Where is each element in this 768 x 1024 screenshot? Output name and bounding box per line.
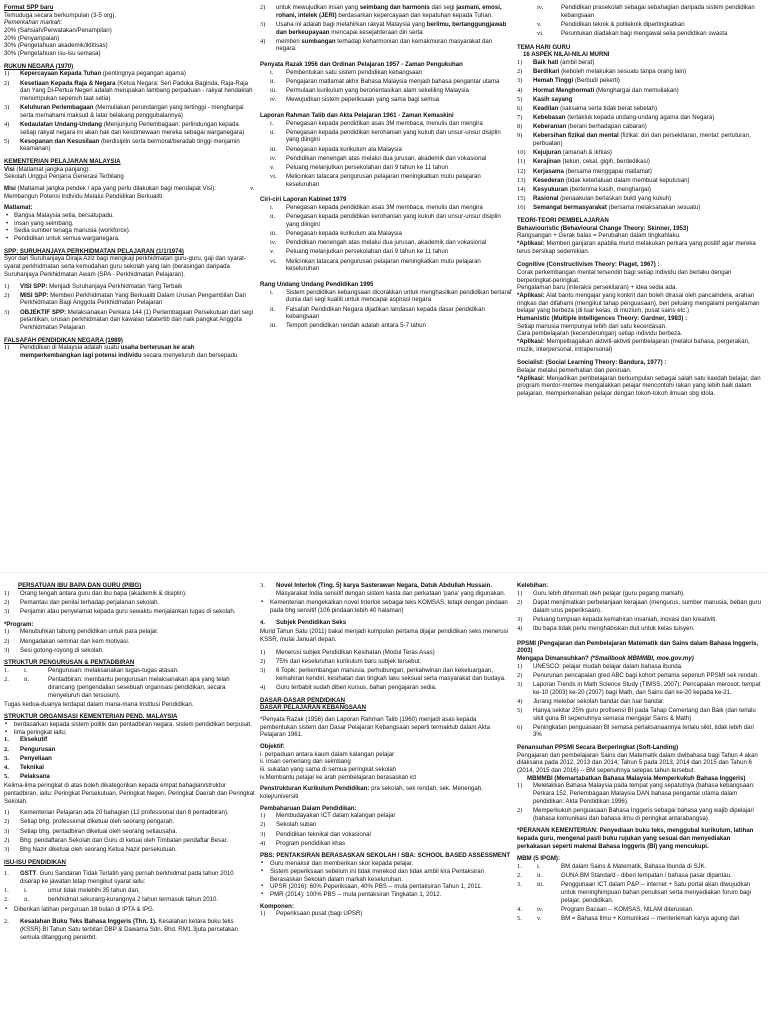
- visi-label: Visi: [4, 165, 15, 173]
- list-item: 8) Keberanian (berani berhadapan cabaran): [517, 123, 647, 131]
- list-item: 3. Penyeliaan: [4, 754, 52, 762]
- ppsmi-title: PPSMI (Pengajaran dan Pembelajaran Matematik dan Sains dalam Bahasa Inggeris, 2003): [517, 639, 759, 655]
- rahman-talib-list: [260, 120, 512, 189]
- aplikasi-label: *Aplikasi:: [517, 338, 545, 346]
- objektif-item: i. perpaduan antara kaum dalam kalangan pelajar: [260, 750, 395, 758]
- komponen-list: [260, 910, 512, 918]
- mbmmbi-list: [517, 782, 764, 822]
- matlamat-label: Matlamat:: [4, 204, 33, 212]
- objektif-item: iii. sukatan yang sama di semua peringkat sekolah: [260, 765, 397, 773]
- list-item: 1) Menubuhkan tabung pendidikan untuk para pelajar.: [4, 628, 159, 636]
- format-spp-item: 20% (Sahsiah/Perwatakan/Penampilan): [4, 27, 112, 35]
- list-item: 1) Guru lebih dihormati oleh pelajar (guru pegang markah).: [517, 589, 685, 597]
- peranan-kementerian: *PERANAN KEMENTERIAN: Penyediaan buku teks, menggubal kurikulum, latihan kepada guru, mengenal pasti buku rujukan yang sesuai dan menyediakan perkakasan seperti makmal Bahasa Inggeris (BI) yang mencukupi.: [517, 827, 754, 850]
- socialist-heading: Socialist: (Social Learning Theory: Bandura, 1977) :: [517, 359, 667, 367]
- list-item: 1) Meletakkan Bahasa Malaysia pada tempat yang sepatutnya (bahasa kebangsaan: Perkara 152, Perlembagaan Malaysia DAN bahasa pengantar utama dalam pendidikan: Akta Pendidikan 1996).: [517, 782, 755, 805]
- list-item: 4. Subjek Pendidikan Seks: [260, 619, 347, 627]
- list-item: 1) Pendidikan di Malaysia adalah suatu usaha berterusan ke arah memperkembangkan lagi potensi individu secara menyeluruh dan bersepadu: [4, 344, 238, 359]
- list-item: 2) MISI SPP: Memberi Perkhidmatan Yang Berkualiti Dalam Urusan Pengambilan Dan Perkhidmatan Bagi Anggota Perkhidmatan Pelajaran: [4, 291, 247, 307]
- objektif-item: ii. insan cemerlang dan seimbang: [260, 758, 351, 766]
- bahagian-list: [4, 809, 255, 853]
- spp-list: [4, 283, 255, 332]
- list-item: 1. i. Pengurusan: melaksanakan tugas-tugas atasan.: [4, 667, 179, 675]
- isu-pendidikan-section: [4, 859, 255, 942]
- list-item: iv. Pendidikan menengah atas melalui dua jurusan, akademik dan vokasional: [270, 154, 487, 162]
- nilai-murni-title: 16 ASPEK NILAI-NILAI MURNI: [523, 51, 610, 59]
- misi-line: Membangun Potensi Individu Melalui Pendidikan Berkualiti: [4, 192, 163, 200]
- list-item: vi. Melicinkan tatacara pengurusan pelajaran meningkatkan mutu pelajaran keseluruhan: [270, 173, 481, 188]
- list-item: 9) Kebersihan fizikal dan mental (fizikal: diri dan persekitaran, mental: pertuturan, perbuatan): [517, 132, 751, 148]
- list-item: 2. Kesalahan Buku Teks Bahasa Inggeris (Thn. 1). Kesalahan ketara buku teks (KSSR) BI Tahun Satu terbitan DBP & Dawama Sdn. Bhd. RM1.3juta percetakan semula ditanggung penerbit.: [4, 918, 238, 941]
- aplikasi-text: Mempelbagaikan aktiviti-aktiviti pembelajaran (melalui bahasa, pergerakan, muzik, interpersonal, intrapersonal): [517, 338, 750, 353]
- format-spp-label: Pemerkahan markah:: [4, 19, 63, 27]
- list-item: 14) Kesyukuran (berterima kasih, menghargai): [517, 185, 651, 193]
- ppsmi-section: [517, 640, 764, 740]
- struktur-organisasi-title: STRUKTUR ORGANISASI KEMENTERIAN PEND. MALAYSIA: [4, 713, 178, 721]
- top-column-3: [517, 4, 764, 564]
- akta-continued: [517, 4, 764, 38]
- list-item: 3) Penjamin atau penyelamat kepada guru sewaktu menjalankan tugas di sekolah.: [4, 608, 236, 616]
- soft-landing-section: [517, 744, 764, 850]
- pendidikan-seks-list: [260, 649, 512, 692]
- struktur-organisasi-paragraph: Kelima-lima peringkat di atas boleh dikategorikan kepada empat bahagian/struktur pentadbiran, iaitu: Peringkat Persekutuan, Peringkat Negeri, Peringkat Daerah dan Peringkat Sekolah.: [4, 782, 255, 805]
- penstrukturan-label: Penstrukturan Kurikulum Pendidikan:: [260, 785, 370, 793]
- list-item: 6) Keadilan (saksama serta tidak berat sebelah): [517, 104, 657, 112]
- struktur-pengurusan-title: STRUKTUR PENGURUSAN & PENTADBIRAN: [4, 659, 135, 667]
- list-item: 2) Memperkukuh penguasaan Bahasa Inggeris sebagai bahasa yang wajib dipelajari (bahasa komunikasi dan bahasa ilmu di peringkat antarabangsa).: [517, 806, 754, 822]
- teori-section: [517, 217, 764, 398]
- list-item: 2) 75% dari keseluruhan kurikulum baru subjek tersebut.: [260, 657, 422, 665]
- list-item: 2) Berdikari (keboleh melakukan sesuatu tanpa orang lain): [517, 68, 687, 76]
- pibg-title: PERSATUAN IBU BAPA DAN GURU (PIBG): [18, 582, 142, 589]
- misi-text: (Matlamat jangka pendek / apa yang perlu dilakukan bagi mendapat Visi):: [15, 185, 216, 193]
- list-item: 2) Sekolah suban: [260, 821, 317, 829]
- list-item: 4) Guru terbabit sudah diberi kursus, bahan pengajaran sedia.: [260, 683, 437, 691]
- list-item: 1. Eksekutif: [4, 736, 48, 744]
- list-item: 7) Kebebasan (tertakluk kepada undang-undang agama dan Negara): [517, 114, 715, 122]
- program-list: [4, 628, 255, 654]
- akta-1995-section: [260, 281, 512, 330]
- list-item: ii. Falsafah Pendidikan Negara dijadikan landasan kepada dasar pendidikan kebangsaan: [270, 305, 485, 321]
- list-item: ▪ Sistem peperiksaan sebelum ini tidak merekod dan tidak ambil kira Pentaksiran Berasaskan Sekolah dalam markah keseluruhan.: [260, 868, 512, 883]
- list-item: 4) memberi sumbangan terhadap keharmonian dan kemakmuran masyarakat dan negara.: [260, 37, 493, 53]
- penyata-razak-section: [260, 61, 512, 104]
- dasar-pelajaran-title: DASAR PELAJARAN KEBANGSAAN: [260, 704, 366, 712]
- list-item: ▪ PMR (2014): 100% PBS -- mula pentaksiran Tingkatan 1, 2012.: [260, 891, 512, 899]
- spp-section: [4, 248, 255, 332]
- kelebihan-list: [517, 590, 764, 633]
- list-item: 1) Kepercayaan Kepada Tuhan (pentingnya pegangan agama): [4, 70, 186, 78]
- visi-line: Sekolah Unggul Penjana Generasi Terbilang: [4, 173, 124, 181]
- list-item: vi. Peruntukan diadakan bagi mengawal selia pendidikan swasta: [537, 30, 728, 38]
- akta-1995-list: [260, 289, 512, 330]
- list-item: 2) Dapat menjimatkan perbelanjaan kerajaan (mengurus, sumber manusia, beban guru dalam urus peperiksaan).: [517, 598, 761, 614]
- list-item: 2) untuk mewujudkan insan yang seimbang dan harmonis dari segi jasmani, emosi, rohani, intelek (JERI) berdasarkan kepercayaan dan kepatuhan kepada Tuhan.: [260, 4, 502, 19]
- aplikasi-text: Memberi ganjaran apabila murid melakukan perkara yang positif agar mereka terus bersikap sedemikian.: [517, 239, 756, 255]
- aplikasi-text: Alat bantu mengajar yang konkrit dan boleh dirasai oleh pancaindera, arahan ringkas dan difahami (mengikut tahap penguasaan), beri peluang mengalami pengalaman belajar yang berbeza (di luar kelas, di muzium, pusat sains etc.): [517, 292, 760, 315]
- ppsmi-list: [517, 663, 764, 740]
- list-item: 1) Membudayakan ICT dalam kalangan pelajar: [260, 812, 396, 820]
- list-item: • Bangsa Malaysia setia, bersatupadu.: [4, 212, 255, 220]
- top-column-1: [4, 4, 255, 564]
- dasar-paragraph: *Penyata Razak (1956) dan Laporan Rahman Talib (1960) menjadi asas kepada pembentukan sistem dan Dasar Pelajaran Kebangsaan seperti termaktub dalam Akta Pelajaran 1961.: [260, 715, 491, 739]
- list-item: 1. GSTT. Guru Sandaran Tidak Terlatih yang pernah berkhidmat pada tahun 2010 diserap ke jawatan tetap mengikut syarat iaitu:: [4, 870, 234, 885]
- cognitive-text: Pengalaman baru (interaksi persekitaran) + idea sedia ada.: [517, 284, 678, 292]
- format-spp-title: Format SPP baru: [4, 4, 54, 11]
- list-item: iv. Mewujudkan sistem peperiksaan yang sama bagi semua: [270, 96, 440, 104]
- gstt-item: [4, 870, 255, 885]
- aplikasi-text: Menjadikan pembelajaran berkumpulan sebagai salah satu kaedah belajar, dan program mentor-mentee mengalakkan pelajar mencontohi rakan yang lebih baik dalam pelajaran, memperkenalkan pelajar dengan tokoh-tokoh ilmuan sbg idola.: [517, 374, 761, 398]
- bottom-column-2: [260, 582, 512, 1022]
- rukun-negara-section: [4, 63, 255, 153]
- list-item: v. Peluang melanjutkan persekolahan dari 9 tahun ke 11 tahun: [270, 163, 449, 171]
- list-item: 1) Menerusi subjek Pendidikan Kesihatan (Modul Teras Asas): [260, 648, 435, 656]
- list-item: 4) Hormat Menghormati (Menghargai dan memuliakan): [517, 86, 679, 94]
- list-item: iii. Tempoh pendidikan rendah adalah antara 5-7 tahun: [270, 322, 426, 330]
- list-item: 3) Bhg Nazir diketuai oleh seorang Ketua Nazir persekutuan.: [4, 845, 177, 853]
- interlok-section: [260, 582, 512, 614]
- penstrukturan-text: pra sekolah, sek rendah, sek. Menengah, kolej/universiti: [260, 785, 483, 800]
- list-item: 10) Kejujuran (amanah & ikhlas): [517, 149, 612, 157]
- list-item: 1) Peperiksaan pusat (bagi UPSR): [260, 910, 363, 918]
- objektif-item: iv.Membantu pelajar ke arah pembelajaran berasaskan ict: [260, 773, 417, 781]
- struktur-note: Tugas kedua-duanya terdapat dalam mana-mana Institusi Pendidikan.: [4, 700, 194, 708]
- list-item: i. Sistem pendidikan kebangsaan dicorakkan untuk menghasilkan pendidikan bertaraf dunia dari segi kualiti untuk mencapai aspirasi negara: [270, 288, 512, 304]
- peringkat-list: [4, 736, 255, 780]
- dasar-pendidikan-title: DASAR-DASAR PENDIDIKAN: [260, 696, 345, 704]
- kelebihan-section: [517, 582, 764, 633]
- list-item: 2) Bhg. pendaftaran Sekolah dan Guru di ketuai oleh Timbalan pendaftar Besar.: [4, 836, 229, 844]
- list-item: 3) OBJEKTIF SPP: Melaksanakan Perkara 144 (1) Perlembagaan Persekutuan dari segi pelantikan, urusan perkhidmatan dan kawalan tatatertib dan naik pangkat Anggota Perkhidmatan Pelajaran: [4, 308, 254, 331]
- list-item: v. Peluang melanjutkan persekolahan dari 9 tahun ke 11 tahun: [270, 248, 449, 256]
- list-item: 2. ii. GUNA BM Standard - diberi tempatan / bahasa pasar dipantau.: [517, 872, 732, 880]
- aplikasi-label: *Aplikasi:: [517, 292, 545, 299]
- list-item: 4) Kedaulatan Undang-Undang (Menjunjung Perlembagaan: perlindungan kepada setiap rakyat negara ini akan hak dan keistimewaan mereka sebagai warganegara): [4, 120, 245, 136]
- struktur-pengurusan-section: [4, 659, 255, 708]
- cognitive-text: Corak perkembangan mental tersendiri bagi setiap individu dan berlaku dengan berperingkat-peringkat.: [517, 268, 732, 284]
- misi-label: Misi: [4, 185, 16, 193]
- socialist-text: Belajar melalui pemerhatian dan peniruan.: [517, 367, 632, 375]
- format-spp-item: 30% (Pengetahuan isu-isu semasa): [4, 50, 101, 58]
- mbm-section: [517, 855, 764, 922]
- dasar-pendidikan-section: [260, 697, 512, 848]
- mbmmbi-title: MBMMBI (Memartabatkan Bahasa Malaysia Memperkukuh Bahasa Inggeris): [527, 774, 746, 782]
- list-item: ▪ UPSR (2016): 60% Peperiksaan, 40% PBS -- mula pentaksiran Tahun 1, 2011.: [260, 883, 512, 891]
- latihan-bullet: [4, 906, 255, 914]
- list-item: ▪ Guru menaksir dan memberikan skor kepada pelajar.: [260, 860, 512, 868]
- aplikasi-label: *Aplikasi:: [517, 374, 545, 382]
- list-item: 3) Laporan Trends in Math Science Study (TIMSS, 2007): Pencapaian merosot, tempat ke-10 (2003) ke-20 (2007) bagi Math, dan Sains dari ke-20 kepada ke-21.: [517, 680, 761, 696]
- interlok-bullet: [260, 599, 512, 614]
- pendidikan-seks-paragraph: Murid Tahun Satu (2011) bakal menjadi kumpulan pertama dijajar pendidikan seks menerusi KSSR, mulai Januari depan.: [260, 628, 509, 644]
- list-item: 1) UNESCO: pelajar mudah belajar dalam bahasa ibunda.: [517, 662, 683, 670]
- list-item: ▪ Kementerian mengekalkan novel Interlok sebagai teks KOMSAS, tetapi dengan pindaan pada bhg sensitif (106 pindaan:lebih 40 halaman): [260, 599, 512, 614]
- behaviouristic-text: Rangsangan + Gerak balas = Perubahan dalam tingkahlaku.: [517, 232, 681, 240]
- list-item: 2) Kesetiaan Kepada Raja & Negara (Ketua Negara: Seri Paduka Baginda, Raja-Raja dan Yang Di-Pertua Negeri adalah merupakan lambang perpaduan - rakyat hendaklah menumpukan sepenuh taat setia): [4, 79, 253, 102]
- list-item: 2) Mengadakan seminar dan kem motivasi.: [4, 637, 130, 645]
- list-item: 3) Usaha ini adalah bagi melahirkan rakyat Malaysia yang berilmu, bertanggungjawab dan berkeupayaan mencapai kesejahteraan diri serta: [260, 20, 507, 36]
- list-item: ii. Pengajaran matlamat akhir Bahasa Malaysia menjadi bahasa pengantar utama: [270, 77, 500, 85]
- pbs-bullets: [260, 860, 512, 898]
- struktur-organisasi-section: [4, 713, 255, 853]
- penyata-razak-list: [260, 69, 512, 104]
- nilai-murni-list: [517, 59, 764, 212]
- format-spp-item: 20% (Penyampaian): [4, 34, 60, 42]
- pembaharuan-list: [260, 812, 512, 847]
- list-item: 3) Peluang tumpuan kepada kemahiran insaniah, inovasi dan kreativiti.: [517, 615, 717, 623]
- falsafah-continued: [260, 4, 512, 53]
- list-item: 1. i. BM dalam Sains & Matematik, Bahasa Ibunda di SJK.: [517, 863, 707, 870]
- list-item: • Sedia sumber tenaga manusia (workforce).: [4, 227, 255, 235]
- objektif-label: Objektif:: [260, 742, 285, 750]
- pendidikan-seks-section: [260, 619, 512, 691]
- list-item: 4) Program pendidikan khas: [260, 839, 346, 847]
- list-item: • Pendidikan untuk semua warganegara.: [4, 235, 255, 243]
- list-item: 16) Semangat bermasyarakat (bersama melaksanakan sesuatu): [517, 204, 701, 212]
- page-divider: [0, 572, 768, 573]
- pbs-section: [260, 852, 512, 917]
- list-item: 12) Kerjasama (bersama menggapai matlamat): [517, 167, 652, 175]
- rukun-negara-list: [4, 70, 255, 153]
- ppsmi-question: Mengapa Dimansuhkan?: [517, 654, 591, 662]
- list-item: 2. ii. berkhidmat sekurang-kurangnya 2 tahun termasuk tahun 2010.: [4, 896, 219, 904]
- list-item: 2) Pemantau dan penilai terhadap perjalanan sekolah.: [4, 598, 160, 606]
- list-item: 3. Novel Interlok (Ting. 5) karya Sasterawan Negara, Datuk Abdullah Hussain. Masyarakat India sensitif dengan sistem kasta dan perkataan 'paria' yang digunakan.: [260, 582, 506, 597]
- struktur-pengurusan-list: [4, 667, 255, 699]
- list-item: 3) 6 Topik: perkembangan manusia, perhubungan, perkahwinan dan kekeluargaan, kemahiran kendiri, kesihatan dan tingkah laku seksual serta masyarakat dan budaya.: [260, 667, 506, 682]
- komponen-label: Komponen:: [260, 902, 294, 910]
- soft-landing-title: Penansuhan PPSMI Secara Berperingkat (Soft-Landing): [517, 744, 679, 752]
- list-item: 1) Kementerian Pelajaran ada 20 bahagian (12 professional dan 8 pentadbiran).: [4, 809, 229, 817]
- list-item: 4. Teknikal: [4, 763, 44, 771]
- cognitive-heading: Cognitive (Constructivism Theory: Piaget, 1967) :: [517, 261, 660, 269]
- mbm-title: MBM (5 IPGM):: [517, 855, 560, 863]
- list-item: 3) Setiap bhg. pentadbiran diketuai oleh seorang setiausaha.: [4, 827, 178, 835]
- kementerian-title: KEMENTERIAN PELAJARAN MALAYSIA: [4, 158, 121, 166]
- list-item: i. Pembentukan satu sistem pendidikan kebangsaan: [270, 68, 423, 76]
- falsafah-section: [4, 337, 255, 360]
- laporan-kabinet-section: [260, 196, 512, 273]
- aplikasi-label: *Aplikasi:: [517, 239, 545, 247]
- format-spp-line: Temuduga secara berkumpulan (3-5 org).: [4, 11, 117, 19]
- list-item: ii. Penegasan kepada pendidikan kerohanian yang kukuh dan unsur-unsur disiplin yang diingini: [270, 128, 501, 144]
- pbs-title: PBS: PENTAKSIRAN BERASASKAN SEKOLAH / SBA: SCHOOL BASED ASSESSMENT: [260, 852, 511, 860]
- falsafah-continued-list: [260, 4, 512, 53]
- list-item: i. Penegasan kepada pendidikan asas 3M membaca, menulis dan mengira: [270, 119, 483, 127]
- program-label: *Program:: [4, 620, 34, 628]
- pendidikan-seks-heading: [260, 619, 512, 627]
- format-spp-item: 30% (Pengetahuan akademik/iktitisas): [4, 42, 108, 50]
- humanistic-text: Setiap manusia mempunyai lebih dari satu kecerdasan.: [517, 322, 667, 330]
- list-item: 1) VISI SPP: Menjadi Suruhanjaya Perkhidmatan Yang Terbaik: [4, 282, 183, 290]
- pembaharuan-label: Pembaharuan Dalam Pendidikan:: [260, 804, 357, 812]
- pibg-list: [4, 590, 255, 616]
- bottom-column-1: [4, 582, 255, 1022]
- list-item: iii. Penegasan kepada kurikulum ala Malaysia: [270, 230, 402, 238]
- kelebihan-label: Kelebihan:: [517, 582, 549, 589]
- struktur-organisasi-bullets: [4, 721, 255, 736]
- stray-roman-numeral: v.: [250, 185, 255, 192]
- list-item: 2) Penurunan pencapaian gred ABC bagi kohort pertama sepenuh PPSMI sek rendah.: [517, 671, 759, 679]
- list-item: ▪ lima peringkat iaitu;: [4, 729, 255, 737]
- kementerian-section: [4, 158, 255, 243]
- rahman-talib-section: [260, 112, 512, 189]
- list-item: 6) Peningkatan penguasaan BI semasa perlaksanaannya terlalu sikit, tidak lebih dari 3%: [517, 723, 754, 739]
- list-item: i. Penegasan kepada pendidikan asas 3M membaca, menulis dan mengira: [270, 204, 483, 212]
- list-item: 3) Hemah Tinggi (Berbudi pekerti): [517, 77, 620, 85]
- list-item: 4) Ibu bapa tidak perlu menghabiskan duit untuk kelas tuisyen.: [517, 624, 695, 632]
- list-item: 4. iv. Program Bacaan -- KOMSAS, NILAM diteruskan.: [517, 905, 694, 913]
- list-item: 3) Keluhuran Perlembagaan (Memuliakan perundangan yang tertinggi - menghargai serta memahami maksud & latar belakang penggubalannya): [4, 104, 244, 119]
- list-item: ▪ berdasarkan kepada sistem politik dan pentadbiran negara. sistem pendidikan berpusat.: [4, 721, 255, 729]
- pibg-section: [4, 582, 255, 654]
- laporan-kabinet-list: [260, 204, 512, 273]
- list-item: 1) Orang tengah antara guru dan ibu bapa (akademik & disiplin).: [4, 589, 187, 597]
- rukun-negara-title: RUKUN NEGARA (1970): [4, 62, 74, 70]
- list-item: iv. Pendidikan menengah atas melalui dua jurusan, akademik dan vokasional: [270, 239, 487, 247]
- laporan-kabinet-title: Ciri-ciri Laporan Kabinet 1979: [260, 196, 347, 204]
- list-item: 1. i. umur tidak melebihi 35 tahun dan,: [4, 887, 140, 895]
- akta-continued-list: [517, 4, 764, 38]
- akta-1995-title: Rang Undang Undang Pendidikan 1995: [260, 280, 374, 288]
- list-item: 3) Pendidikan teknikal dan vokasional: [260, 830, 371, 838]
- list-item: 13) Kesederan (tidak keterlaluan dalam membuat keputusan): [517, 176, 690, 184]
- bottom-column-3: [517, 582, 764, 1022]
- list-item: 5) Hanya sekitar 25% guru profisensi BI pada Tahap Cemerlang dan Baik (dan terlalu sikit guna BI sepenuhnya semasa mengajar Sains & Math): [517, 706, 756, 722]
- list-item: vi. Melicinkan tatacara pengurusan pelajaran meningkatkan mutu pelajaran keseluruhan: [270, 257, 481, 273]
- humanistic-text: Cara pembelajaran (kecenderungan) setiap individu berbeza.: [517, 330, 683, 338]
- visi-text: (Matlamat jangka panjang):: [14, 165, 91, 173]
- list-item: 5) Kesopanan dan Kesusilaan (berdisiplin serta bermoral/beradab tinggi menjamin keamanan): [4, 137, 240, 153]
- list-item: 4) Jurang melebar sekolah bandar dan luar bandar.: [517, 697, 665, 705]
- format-spp-section: [4, 4, 255, 58]
- top-column-2: [260, 4, 512, 564]
- tema-hari-guru-section: [517, 44, 764, 212]
- list-item: iv. Pendidikan prasekolah sebagai sebahagian daripada sistem pendidikan kebangsaan: [537, 4, 755, 19]
- mbm-list: [517, 863, 764, 923]
- list-item: iii. Permulaan kurikulum yang berorientasikan alam sekeliling Malaysia: [270, 87, 469, 95]
- ppsmi-source: (*Smallbook MBMMBI, moe.gov.my): [590, 654, 694, 662]
- list-item: 5. Pelaksana: [4, 773, 50, 781]
- behaviouristic-heading: Behaviouristic (Behavioural Change Theory: Skinner, 1953): [517, 224, 689, 232]
- matlamat-list: [4, 212, 255, 243]
- gstt-conditions: [4, 887, 255, 904]
- penyata-razak-title: Penyata Razak 1956 dan Ordinan Pelajaran 1957 - Zaman Pengukuhan: [260, 61, 463, 69]
- list-item: 3) Sesi gotong-royong di sekolah.: [4, 646, 104, 654]
- list-item: 15) Rasional (penaakulan berlaskan bukti yang kukuh): [517, 195, 672, 203]
- isu-pendidikan-title: ISU-ISU PENDIDIKAN: [4, 858, 66, 866]
- list-item: 3. iii. Penggunaan ICT dalam P&P -- internet + Satu portal akan diwujudkan untuk meninghimpuan bahan penulisan serta menyediakan forum bagi pelajar, pendidikan.: [517, 881, 752, 904]
- falsafah-list: [4, 344, 255, 359]
- buku-teks-item: [4, 918, 255, 941]
- spp-title: SPP: SURUHANJAYA PERKHIDMATAN PELAJARAN (1/1/1974): [4, 247, 184, 255]
- falsafah-title: FALSAFAH PENDIDIKAN NEGARA (1989): [4, 336, 123, 344]
- list-item: ▪ Diberikan latihan perguruan 18 bulan di IPTA & IPG.: [4, 906, 255, 914]
- spp-paragraph: Syor dari Suruhanjaya Diraja Aziz bagi mengkaji perkhidmatan guru-guru, gaji dan syarat-syarat perkhidmatan serta kemudahan guru sekolah yang lain (berasingan daripada Suruhanjaya Perkhidmatan Awam (SPA - Perkhidmatan Pelajaran).: [4, 255, 246, 278]
- list-item: ii. Penegasan kepada pendidikan kerohanian yang kukuh dan unsur-unsur disiplin yang diingini: [270, 213, 501, 228]
- humanistic-heading: Humanistic (Multiple Intelligences Theory: Gardner, 1983) :: [517, 315, 687, 323]
- list-item: • Insan yang seimbang.: [4, 220, 255, 228]
- soft-landing-paragraph: Pengajaran dan pembelajaran Sains dan Matematik dalam dwibahasa bagi Tahun 4 akan dilaksana pada 2012, 2013 dan 2014; Tahun 5 pada 2013, 2014 dan 2015 dan Tahun 6 (2014, 2015 dan 2016) -- BM sepenuhnya selepas tahun tersebut.: [517, 751, 758, 775]
- list-item: 2) Setiap bhg. professional diketuai oleh seorang pengarah.: [4, 818, 175, 826]
- list-item: iii. Penegasan kepada kurikulum ala Malaysia: [270, 145, 402, 153]
- list-item: 5. v. BM = Bahasa Ilmu + Komunikasi -- menteriemah karya agung dari: [517, 915, 740, 923]
- tema-hari-guru-title: TEMA HARI GURU: [517, 43, 571, 51]
- teori-title: TEORI-TEORI PEMBELAJARAN: [517, 216, 609, 224]
- list-item: 1) Baik hati (ambil berat): [517, 59, 595, 67]
- list-item: 2. ii. Pentadbiran: membantu pengurusan melaksanakan apa yang telah dirancang (pengendalian sesebuah organisasi pendidikan, secara menyeluruh dan tersusun).: [4, 676, 230, 699]
- interlok-item: [260, 582, 512, 597]
- list-item: 11) Kerajinan (tekun, cekal, gigih, berdedikasi): [517, 158, 650, 166]
- list-item: 2. Pengurusan: [4, 745, 56, 753]
- rahman-talib-title: Laporan Rahman Talib dan Akta Pelajaran 1961 - Zaman Kemaskini: [260, 111, 454, 119]
- list-item: 5) Kasih sayang: [517, 95, 573, 103]
- list-item: v. Pendidikan teknik & politeknik dipertingkatkan: [537, 20, 685, 28]
